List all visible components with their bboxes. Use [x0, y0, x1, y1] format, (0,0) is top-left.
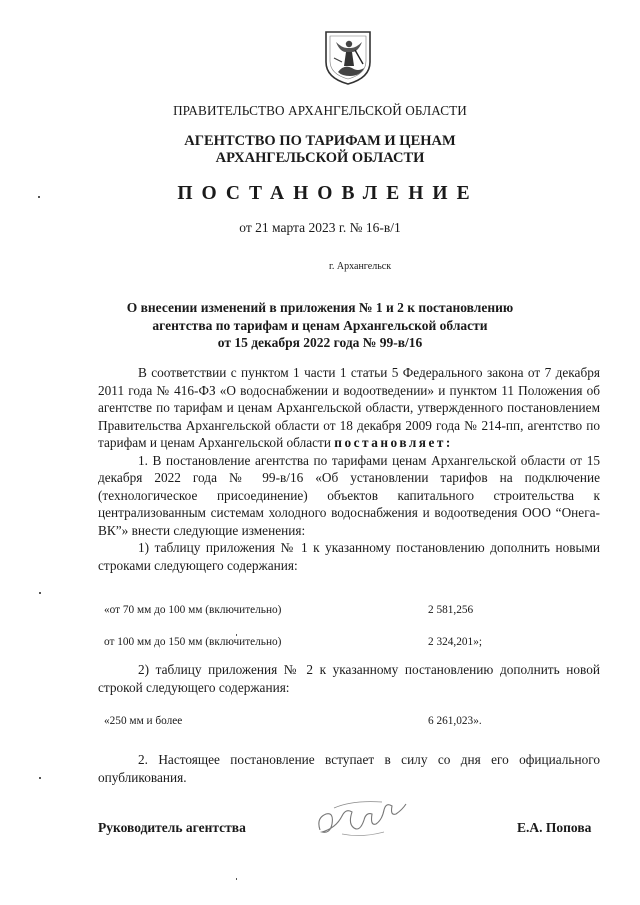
scan-speck [38, 196, 40, 198]
table1-row-1-label: «от 70 мм до 100 мм (включительно) [104, 604, 282, 616]
item-1-paragraph: 1. В постановление агентства по тарифами ценам Архангельской области от 15 декабря 2022 года № 99-в/16 «Об установлении тарифов на подключение (технологическое присоединение) объектов капитального строительства к централизованным системам холодного водоснабжения и водоотведения ООО “Онега-ВК”» внести следующие изменения: [98, 452, 600, 538]
subject-line-1: О внесении изменений в приложения № 1 и 2 к постановлению [126, 300, 514, 315]
scan-speck [236, 634, 237, 636]
item-2-paragraph: 2. Настоящее постановление вступает в силу со дня его официального опубликования. [98, 752, 600, 785]
table1-row-1-value: 2 581,256 [428, 604, 474, 616]
document-type-title: ПОСТАНОВЛЕНИЕ [177, 183, 479, 204]
item-1-2-paragraph: 2) таблицу приложения № 2 к указанному постановлению дополнить новой строкой следующего содержания: [98, 662, 600, 695]
table1-row-2-label: от 100 мм до 150 мм (включительно) [104, 636, 282, 648]
agency-name [0, 133, 640, 167]
agency-name-line-2: АРХАНГЕЛЬСКОЙ ОБЛАСТИ [215, 150, 425, 166]
table2-row-1-value: 6 261,023». [428, 715, 482, 727]
item-1-1-paragraph: 1) таблицу приложения № 1 к указанному постановлению дополнить новыми строками следующего содержания: [98, 540, 600, 573]
scan-speck [39, 592, 41, 594]
document-body-part-2 [98, 661, 600, 696]
subject-line-3: от 15 декабря 2022 года № 99-в/16 [217, 335, 423, 350]
scan-speck [236, 878, 237, 880]
resolves-word: постановляет: [334, 435, 453, 450]
preamble-text: В соответствии с пунктом 1 части 1 статьи 5 Федерального закона от 7 декабря 2011 года № 416-ФЗ «О водоснабжении и водоотведении» и пунктом 11 Положения об агентстве по тарифам и ценам Архангельской области, утвержденного постановлением Правительства Архангельской области от 18 декабря 2009 года № 214-пп, агентство по тарифам и ценам Архангельской области [98, 365, 600, 450]
document-subject [0, 299, 640, 352]
table2-row-1-label: «250 мм и более [104, 715, 183, 727]
document-city: г. Архангельск [328, 261, 392, 272]
handwritten-signature [312, 794, 412, 844]
document-body-part-1 [98, 364, 600, 574]
document-date-number: от 21 марта 2023 г. № 16-в/1 [239, 220, 401, 235]
scan-speck [39, 777, 41, 779]
document-body-part-3 [98, 751, 600, 786]
preamble-paragraph [98, 364, 600, 452]
table1-row-2-value: 2 324,201»; [428, 636, 482, 648]
signer-role: Руководитель агентства [98, 820, 246, 835]
subject-line-2: агентства по тарифам и ценам Архангельской области [152, 317, 488, 333]
government-name: ПРАВИТЕЛЬСТВО АРХАНГЕЛЬСКОЙ ОБЛАСТИ [173, 103, 467, 118]
signer-name: Е.А. Попова [517, 820, 592, 835]
agency-name-line-1: АГЕНТСТВО ПО ТАРИФАМ И ЦЕНАМ [184, 133, 456, 149]
arkhangelsk-coat-of-arms-icon [322, 28, 374, 86]
